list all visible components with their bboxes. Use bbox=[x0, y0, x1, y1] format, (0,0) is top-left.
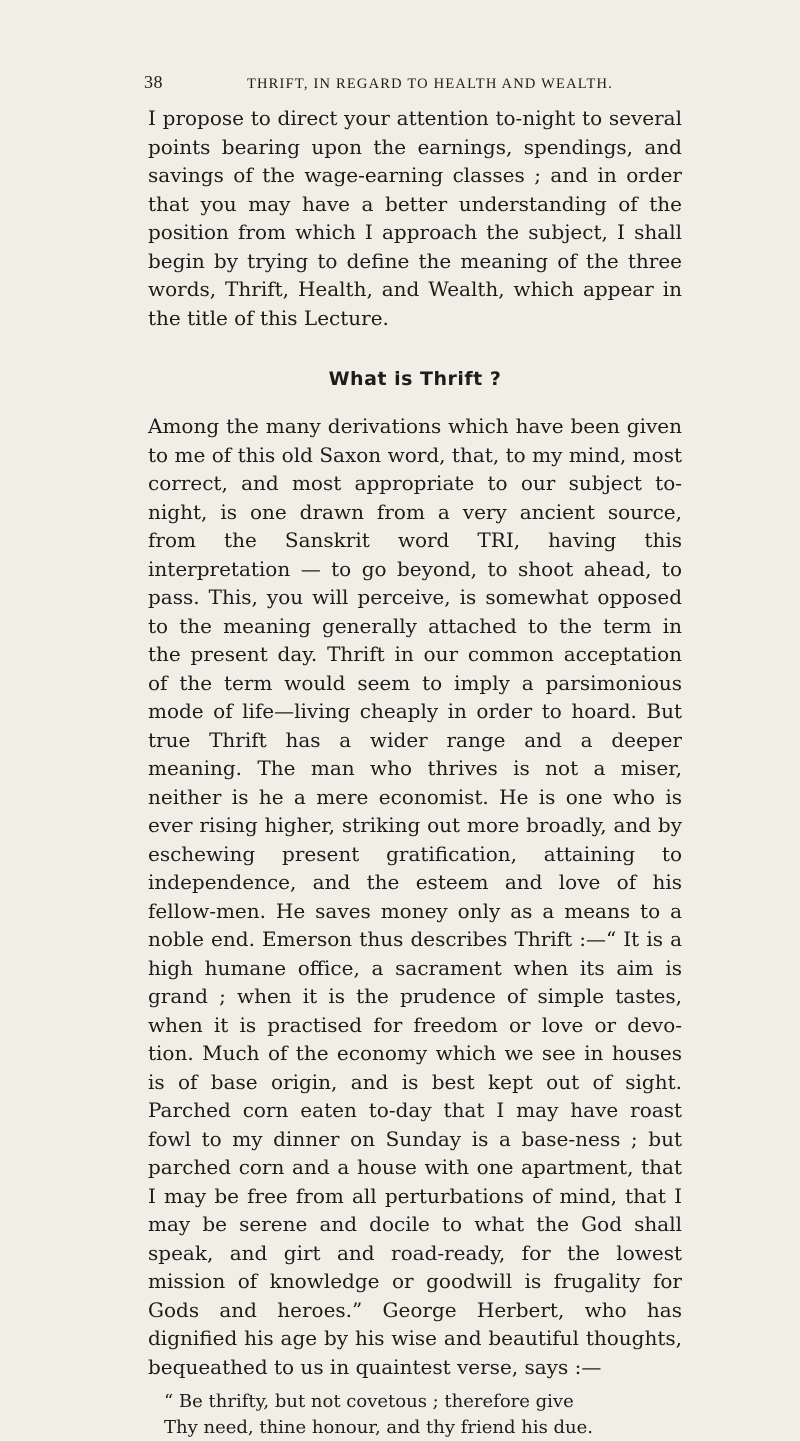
section-heading: What is Thrift ? bbox=[328, 368, 502, 390]
page-number: 38 bbox=[144, 72, 163, 92]
verse-line: “ Be thrifty, but not covetous ; therefore give bbox=[164, 1391, 574, 1412]
verse-line: Thy need, thine honour, and thy friend his due. bbox=[164, 1417, 594, 1438]
paragraph-intro: I propose to direct your attention to-night to several points bearing upon the earnings, spendings, and savings of the wage-earning classes ; and in order that you may have a better understanding of the position from which I approach the subject, I shall begin by trying to define the meaning of the three words, Thrift, Health, and Wealth, which appear in the title of this Lecture. bbox=[148, 106, 682, 330]
running-title: THRIFT, IN REGARD TO HEALTH AND WEALTH. bbox=[246, 76, 614, 92]
running-head bbox=[144, 0, 682, 104]
paragraph-thrift: Among the many derivations which have been given to me of this old Saxon word, that, to my mind, most correct, and most appropriate to our subject to-night, is one drawn from a very ancient source, from the Sanskrit word TRI, having this interpretation — to go beyond, to shoot ahead, to pass. This, you will perceive, is somewhat opposed to the meaning generally attached to the term in the present day. Thrift in our common acceptation of the term would seem to imply a parsimonious mode of life—living cheaply in order to hoard. But true Thrift has a wider range and a deeper meaning. The man who thrives is not a miser, neither is he a mere economist. He is one who is ever rising higher, striking out more broadly, and by eschewing present gratification, attaining to independence, and the esteem and love of his fellow-men. He saves money only as a means to a noble end. Emerson thus describes Thrift :—“ It is a high humane office, a sacrament when its aim is grand ; when it is the prudence of simple tastes, when it is practised for freedom or love or devo-tion. Much of the economy which we see in houses is of base origin, and is best kept out of sight. Parched corn eaten to-day that I may have roast fowl to my dinner on Sunday is a base-ness ; but parched corn and a house with one apartment, that I may be free from all perturbations of mind, that I may be serene and docile to what the God shall speak, and girt and road-ready, for the lowest mission of knowledge or goodwill is frugality for Gods and heroes.” George Herbert, who has dignified his age by his wise and beautiful thoughts, bequeathed to us in quaintest verse, says :— bbox=[148, 414, 682, 1379]
verse-quote bbox=[148, 1389, 682, 1441]
